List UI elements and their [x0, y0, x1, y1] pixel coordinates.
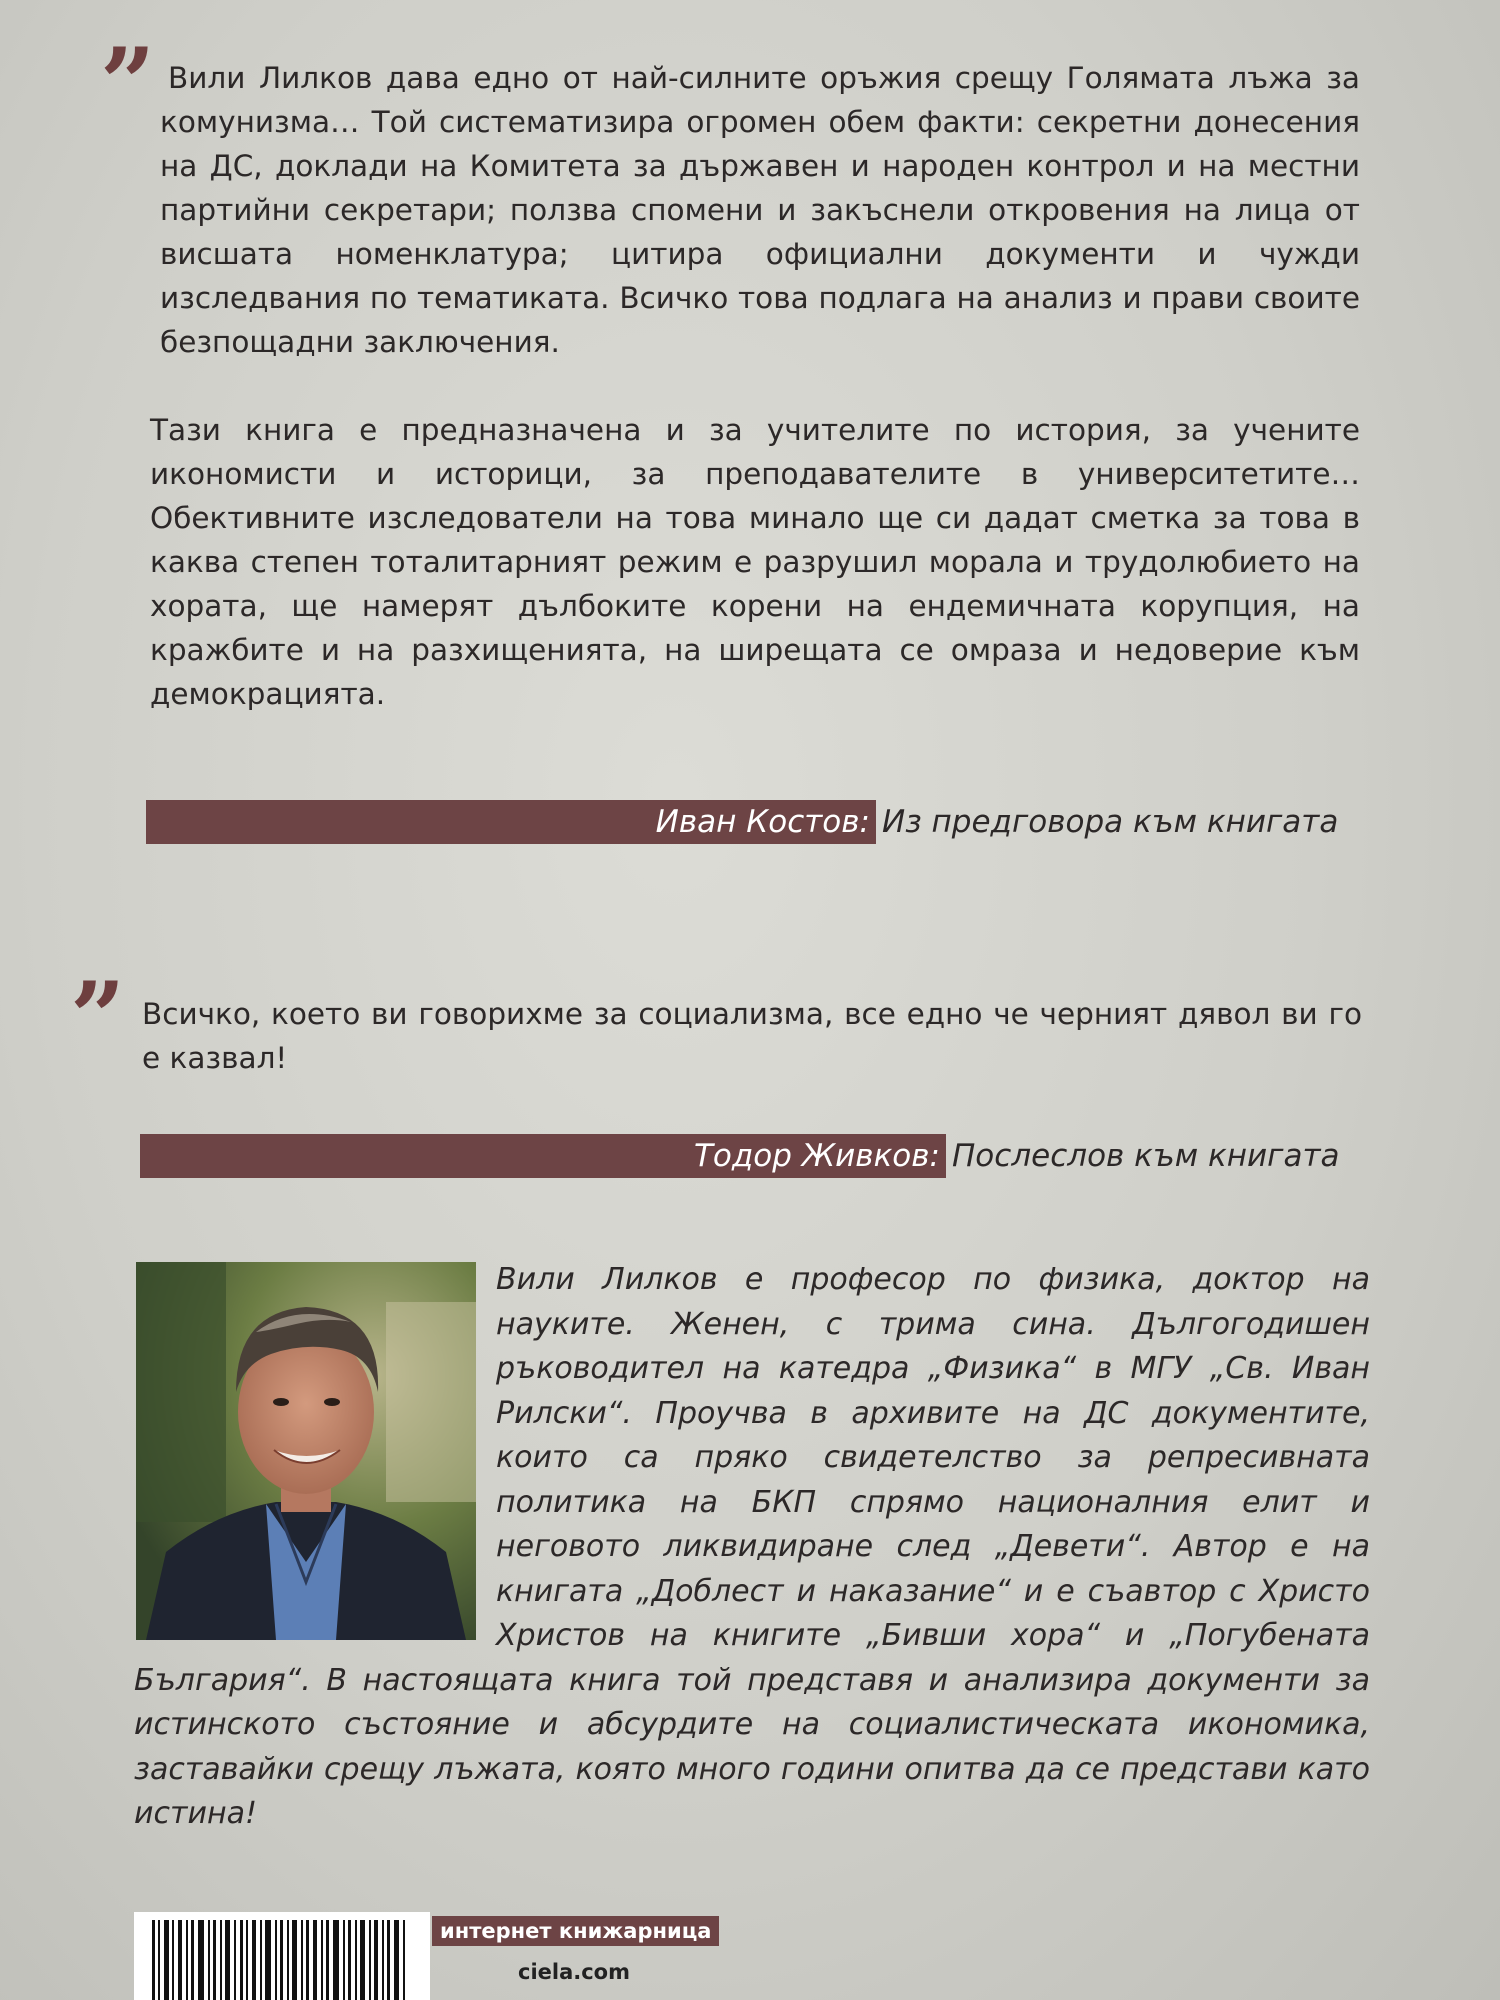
foreword-source: Из предговора към книгата: [882, 804, 1339, 840]
attribution-bar: [140, 1134, 946, 1178]
foreword-author: Иван Костов:: [655, 804, 870, 840]
author-bio-text: Вили Лилков е професор по физика, доктор на науките. Женен, с трима сина. Дългогодишен ръководител на катедра „Физика“ в МГУ „Св. Иван Рилски“. Проучва в архивите на ДС документите, които са пряко свидетелство за репресивната политика на БКП спрямо националния елит и неговото ликвидиране след „Девети“. Автор е на книгата „Доблест и наказание“ и е съавтор с Христо Христов на книгите „Бивши хора“ и „Погубената България“. В настоящата книга той представя и анализира документи за истинското състояние и абсурдите на социалистическата икономика, заставайки срещу лъжата, която много години опитва да се представи като истина!: [134, 1262, 1370, 1831]
attribution-bar: [146, 800, 876, 844]
photo-spacer: [134, 1258, 496, 1640]
afterword-attribution: [140, 1134, 1340, 1178]
foreword-paragraph-1: Вили Лилков дава едно от най-силните оръжия срещу Голямата лъжа за комунизма… Той систематизира огромен обем факти: секретни донесения на ДС, доклади на Комитета за държавен и народен контрол и на местни партийни секретари; ползва спомени и закъснели откровения на лица от висшата номенклатура; цитира официални документи и чужди изследвания по тематиката. Всичко това подлага на анализ и прави своите безпощадни заключения.: [160, 61, 1360, 359]
author-bio: [134, 1258, 1370, 1837]
foreword-paragraph-2: Тази книга е предназначена и за учителите по история, за учените икономисти и историци, за преподавателите в университетите… Обективните изследователи на това минало ще си дадат сметка за това в каква степен тоталитарният режим е разрушил морала и трудолюбието на хората, ще намерят дълбоките корени на ендемичната корупция, на кражбите и на разхищенията, на ширещата се омраза и недоверие към демокрацията.: [150, 413, 1360, 711]
store-label: интернет книжарница: [432, 1916, 719, 1946]
store-url: ciela.com: [518, 1960, 630, 1984]
quote-mark-icon: ”: [70, 961, 126, 1074]
quote-mark-icon: ”: [100, 27, 156, 140]
afterword-source: Послеслов към книгата: [952, 1138, 1340, 1174]
barcode-icon: [134, 1912, 430, 2000]
barcode: [134, 1912, 430, 2000]
afterword-text: Всичко, което ви говорихме за социализма, все едно че черният дявол ви го е казвал!: [142, 997, 1362, 1075]
afterword-author: Тодор Живков:: [693, 1138, 940, 1174]
foreword-quote: [150, 56, 1360, 716]
foreword-attribution: [146, 800, 1338, 844]
afterword-quote: [142, 992, 1362, 1080]
